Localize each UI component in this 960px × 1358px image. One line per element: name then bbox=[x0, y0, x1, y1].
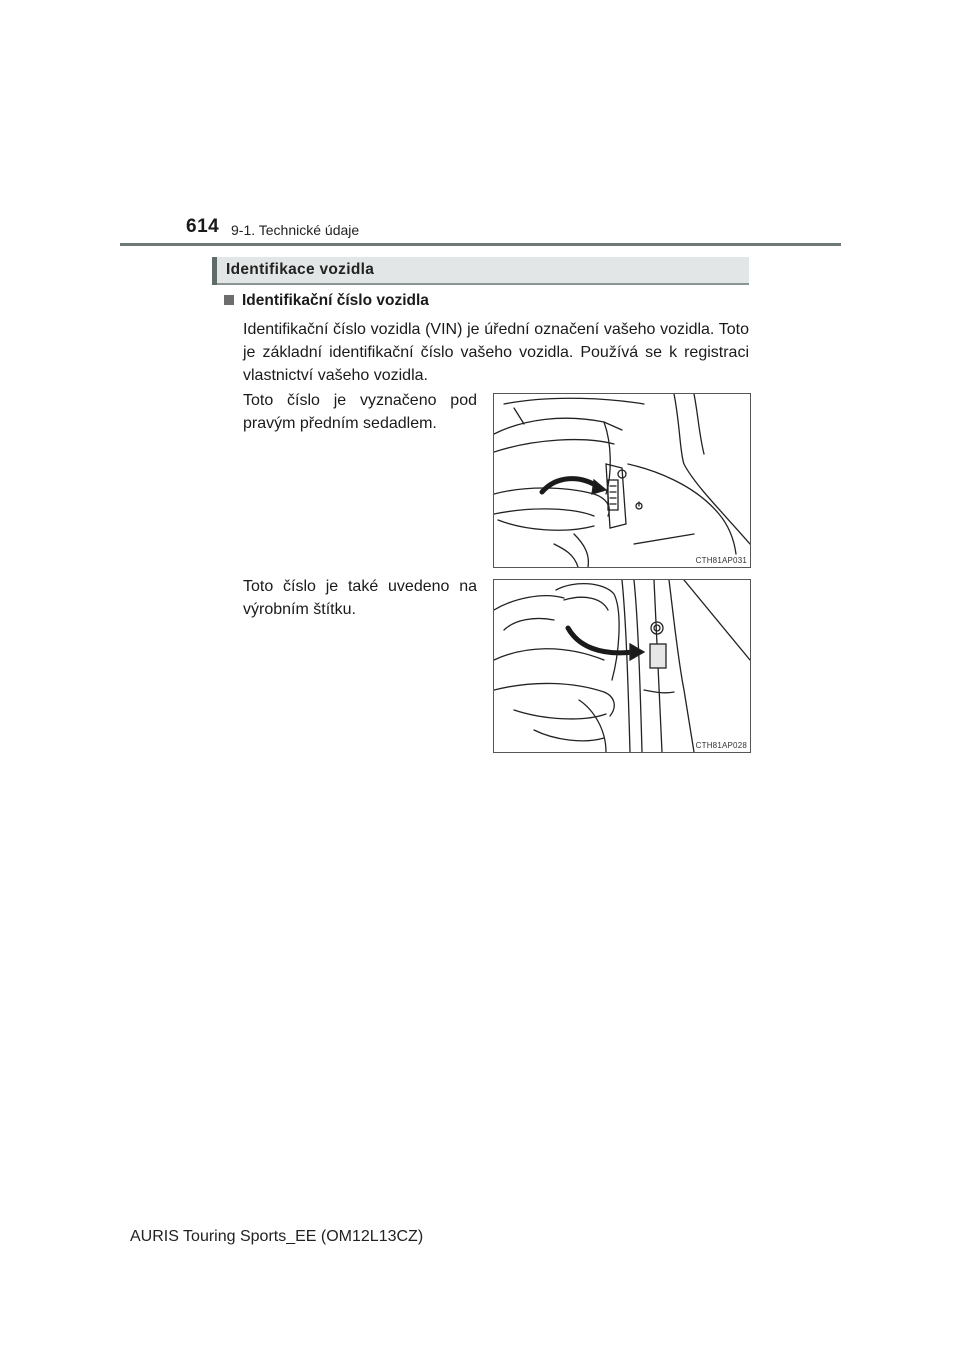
section-title-bar bbox=[212, 257, 749, 285]
under-seat-illustration bbox=[494, 394, 750, 567]
figure-under-seat bbox=[493, 393, 751, 568]
figure-2-code: CTH81AP028 bbox=[695, 741, 747, 750]
location-1-text: Toto číslo je vyznačeno pod pravým předním sedadlem. bbox=[243, 392, 477, 432]
header-rule bbox=[120, 243, 841, 246]
page-number: 614 bbox=[186, 216, 220, 237]
footer-model: AURIS Touring Sports_EE (OM12L13CZ) bbox=[130, 1228, 424, 1245]
section-title: Identifikace vozidla bbox=[226, 261, 375, 278]
section-bar-accent bbox=[212, 257, 217, 285]
sub-heading-text: Identifikační číslo vozidla bbox=[242, 292, 429, 309]
section-path: 9-1. Technické údaje bbox=[231, 222, 360, 238]
sub-heading bbox=[224, 292, 429, 310]
bullet-square-icon bbox=[224, 295, 234, 305]
intro-paragraph: Identifikační číslo vozidla (VIN) je úřední označení vašeho vozidla. Toto je základní identifikační číslo vašeho vozidla. Používá se k registraci vlastnictví vašeho vozidla. bbox=[243, 321, 749, 384]
location-2-text: Toto číslo je také uvedeno na výrobním štítku. bbox=[243, 578, 477, 618]
figure-door-pillar bbox=[493, 579, 751, 753]
door-pillar-illustration bbox=[494, 580, 750, 752]
figure-1-code: CTH81AP031 bbox=[695, 556, 747, 565]
